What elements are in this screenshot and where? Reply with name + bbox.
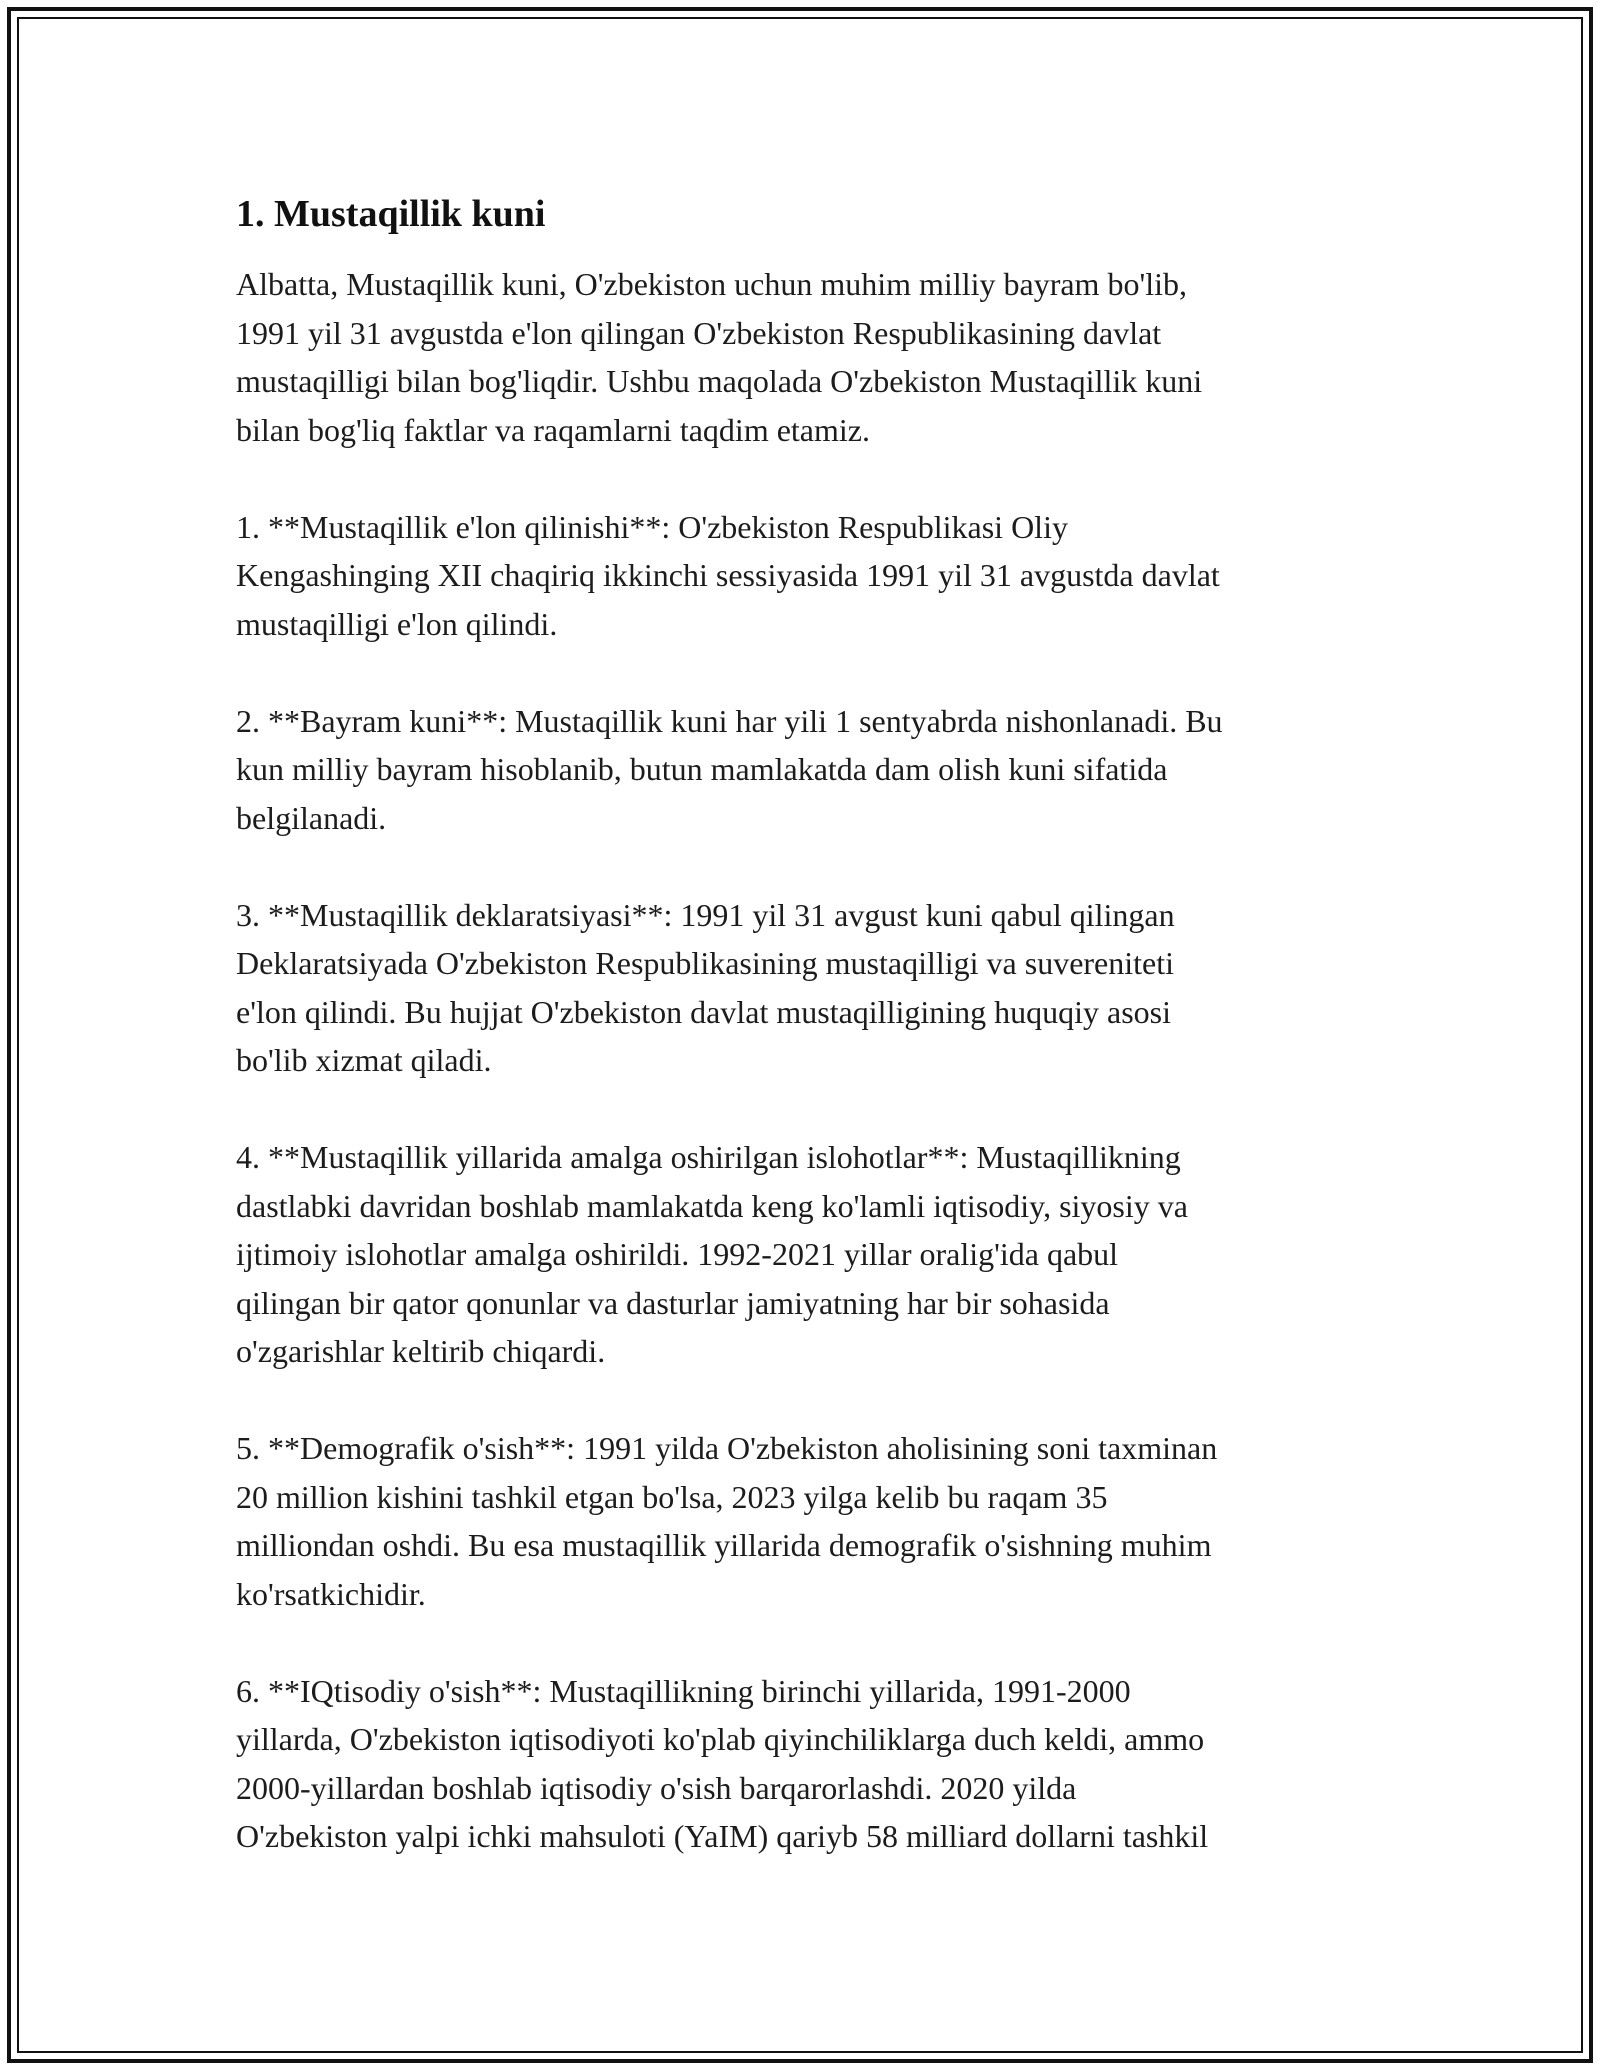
text-line: 1. **Mustaqillik e'lon qilinishi**: O'zbekiston Respublikasi Oliy — [236, 508, 1068, 545]
document-title: 1. Mustaqillik kuni — [236, 193, 546, 235]
text-line: e'lon qilindi. Bu hujjat O'zbekiston davlat mustaqilligining huquqiy asosi — [236, 993, 1172, 1030]
text-line: 3. **Mustaqillik deklaratsiyasi**: 1991 yil 31 avgust kuni qabul qilingan — [236, 896, 1175, 933]
text-line: bo'lib xizmat qiladi. — [236, 1042, 492, 1078]
text-line: Albatta, Mustaqillik kuni, O'zbekiston uchun muhim milliy bayram bo'lib, — [236, 266, 1187, 302]
list-item-6 — [236, 1667, 1376, 1861]
text-line: mustaqilligi e'lon qilindi. — [236, 605, 558, 642]
text-line: o'zgarishlar keltirib chiqardi. — [236, 1333, 606, 1369]
list-item-2 — [236, 697, 1376, 843]
text-line: kun milliy bayram hisoblanib, butun mamlakatda dam olish kuni sifatida — [236, 751, 1168, 787]
text-line: qilingan bir qator qonunlar va dasturlar jamiyatning har bir sohasida — [236, 1284, 1110, 1321]
text-line: O'zbekiston yalpi ichki mahsuloti (YaIM) qariyb 58 milliard dollarni tashkil — [236, 1818, 1209, 1854]
text-line: ko'rsatkichidir. — [236, 1575, 426, 1612]
text-line: dastlabki davridan boshlab mamlakatda keng ko'lamli iqtisodiy, siyosiy va — [236, 1187, 1188, 1224]
text-line: 2000-yillardan boshlab iqtisodiy o'sish barqarorlashdi. 2020 yilda — [236, 1769, 1077, 1806]
text-line: 5. **Demografik o'sish**: 1991 yilda O'zbekiston aholisining soni taxminan — [236, 1430, 1218, 1466]
text-line: belgilanadi. — [236, 799, 387, 836]
text-line: 2. **Bayram kuni**: Mustaqillik kuni har yili 1 sentyabrda nishonlanadi. Bu — [236, 702, 1223, 739]
list-item-5 — [236, 1424, 1376, 1618]
text-line: Kengashinging XII chaqiriq ikkinchi sessiyasida 1991 yil 31 avgustda davlat — [236, 557, 1220, 593]
text-line: 20 million kishini tashkil etgan bo'lsa, 2023 yilga kelib bu raqam 35 — [236, 1478, 1108, 1515]
text-line: 6. **IQtisodiy o'sish**: Mustaqillikning birinchi yillarida, 1991-2000 — [236, 1672, 1131, 1709]
text-line: mustaqilligi bilan bog'liqdir. Ushbu maqolada O'zbekiston Mustaqillik kuni — [236, 363, 1203, 399]
text-line: milliondan oshdi. Bu esa mustaqillik yillarida demografik o'sishning muhim — [236, 1527, 1212, 1563]
text-line: bilan bog'liq faktlar va raqamlarni taqdim etamiz. — [236, 411, 870, 448]
list-item-1 — [236, 503, 1376, 649]
intro-paragraph — [236, 260, 1376, 454]
text-line: 4. **Mustaqillik yillarida amalga oshirilgan islohotlar**: Mustaqillikning — [236, 1139, 1181, 1175]
text-line: Deklaratsiyada O'zbekiston Respublikasining mustaqilligi va suvereniteti — [236, 945, 1175, 981]
text-line: ijtimoiy islohotlar amalga oshirildi. 1992-2021 yillar oralig'ida qabul — [236, 1236, 1119, 1272]
text-line: yillarda, O'zbekiston iqtisodiyoti ko'plab qiyinchiliklarga duch keldi, ammo — [236, 1721, 1205, 1757]
list-item-3 — [236, 891, 1376, 1085]
text-line: 1991 yil 31 avgustda e'lon qilingan O'zbekiston Respublikasining davlat — [236, 314, 1162, 351]
list-item-4 — [236, 1133, 1376, 1376]
document-body — [236, 190, 1376, 1909]
